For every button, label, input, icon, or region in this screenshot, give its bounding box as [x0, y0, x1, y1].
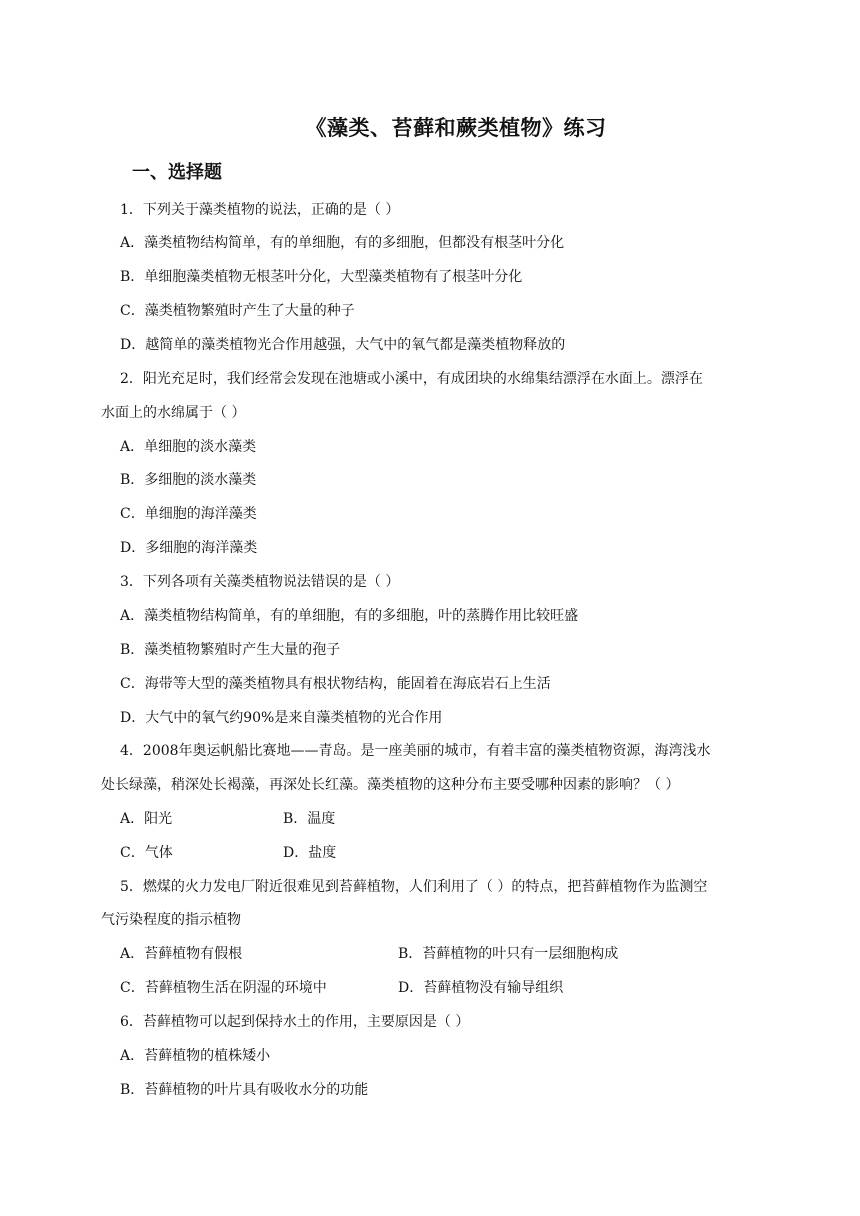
question-5-option-a: A．苔藓植物有假根: [120, 946, 243, 962]
question-3-option-a: A．藻类植物结构简单，有的单细胞，有的多细胞，叶的蒸腾作用比较旺盛: [120, 608, 579, 624]
question-1-option-b: B．单细胞藻类植物无根茎叶分化，大型藻类植物有了根茎叶分化: [120, 269, 523, 285]
question-4-stem-continued: 处长绿藻，稍深处长褐藻，再深处长红藻。藻类植物的这种分布主要受哪种因素的影响？（ ）: [101, 777, 680, 793]
question-1-option-a: A．藻类植物结构简单，有的单细胞，有的多细胞，但都没有根茎叶分化: [120, 235, 565, 251]
question-2-option-d: D．多细胞的海洋藻类: [120, 540, 258, 556]
question-2-option-c: C．单细胞的海洋藻类: [120, 506, 257, 522]
question-3-option-d: D．大气中的氧气约90%是来自藻类植物的光合作用: [120, 710, 443, 726]
question-3-option-c: C．海带等大型的藻类植物具有根状物结构，能固着在海底岩石上生活: [120, 676, 551, 692]
section-heading: 一、选择题: [132, 162, 222, 183]
question-1-stem: 1．下列关于藻类植物的说法，正确的是（ ）: [120, 202, 400, 218]
question-4-option-c: C．气体: [120, 845, 173, 861]
question-2-option-b: B．多细胞的淡水藻类: [120, 472, 257, 488]
question-5-option-c: C．苔藓植物生活在阴湿的环境中: [120, 980, 327, 996]
question-2-option-a: A．单细胞的淡水藻类: [120, 439, 257, 455]
question-1-option-c: C．藻类植物繁殖时产生了大量的种子: [120, 303, 355, 319]
question-6-option-a: A．苔藓植物的植株矮小: [120, 1048, 271, 1064]
question-3-stem: 3．下列各项有关藻类植物说法错误的是（ ）: [120, 574, 400, 590]
question-2-stem-continued: 水面上的水绵属于（ ）: [101, 405, 246, 421]
question-5-option-b: B．苔藓植物的叶只有一层细胞构成: [398, 946, 619, 962]
question-2-stem: 2．阳光充足时，我们经常会发现在池塘或小溪中，有成团块的水绵集结漂浮在水面上。漂浮在: [120, 371, 703, 387]
question-6-stem: 6．苔藓植物可以起到保持水土的作用，主要原因是（ ）: [120, 1014, 470, 1030]
question-5-stem: 5．燃煤的火力发电厂附近很难见到苔藓植物，人们利用了（ ）的特点，把苔藓植物作为监测空: [120, 879, 708, 895]
question-3-option-b: B．藻类植物繁殖时产生大量的孢子: [120, 642, 341, 658]
page-title: 《藻类、苔藓和蕨类植物》练习: [305, 116, 607, 140]
question-5-stem-continued: 气污染程度的指示植物: [101, 912, 241, 928]
question-4-option-b: B．温度: [283, 811, 336, 827]
question-1-option-d: D．越简单的藻类植物光合作用越强，大气中的氧气都是藻类植物释放的: [120, 337, 566, 353]
question-4-option-d: D．盐度: [283, 845, 337, 861]
question-6-option-b: B．苔藓植物的叶片具有吸收水分的功能: [120, 1082, 369, 1098]
question-4-stem: 4．2008年奥运帆船比赛地——青岛。是一座美丽的城市，有着丰富的藻类植物资源，海湾浅水: [120, 743, 711, 759]
question-5-option-d: D．苔藓植物没有输导组织: [398, 980, 564, 996]
question-4-option-a: A．阳光: [120, 811, 173, 827]
